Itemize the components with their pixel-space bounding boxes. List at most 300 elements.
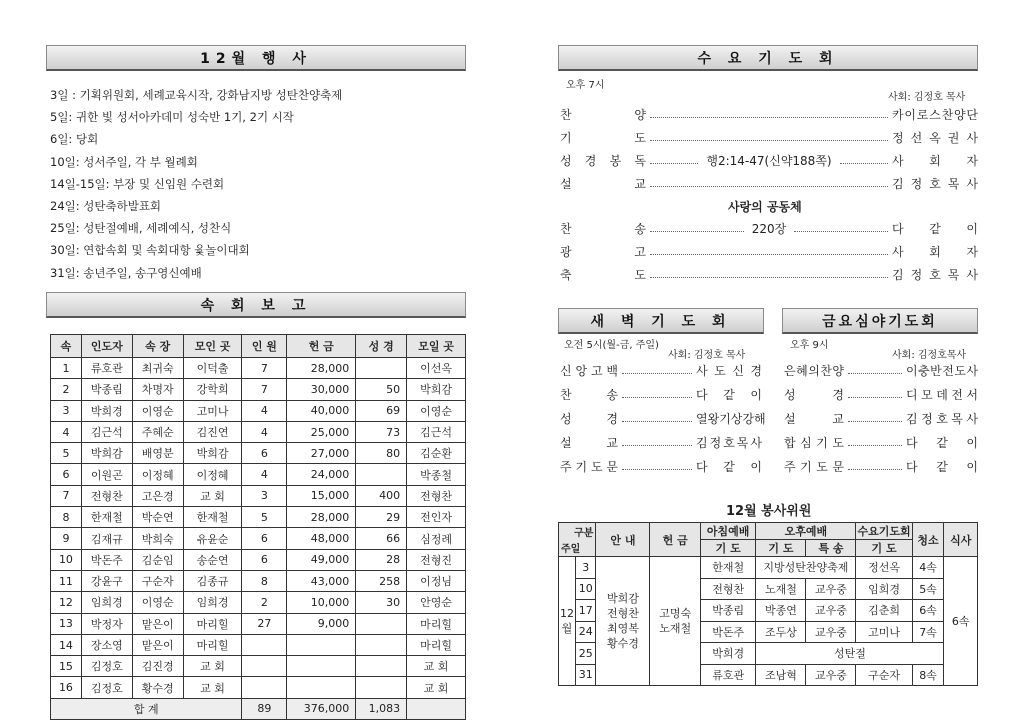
- events-banner: [46, 45, 466, 71]
- cell-group-number: 14: [51, 634, 82, 655]
- cell-bible: 258: [356, 570, 407, 591]
- dawn-order-label: [560, 434, 618, 451]
- volunteer-row: [559, 557, 978, 579]
- cell-meeting-place: 김종규: [183, 570, 242, 591]
- dawn-order-line: [560, 432, 762, 452]
- value-char: 반: [930, 363, 942, 378]
- special-song-cell: 교우중: [806, 664, 856, 686]
- cell-next-place: 김근석: [407, 421, 466, 442]
- value-char: 찬: [941, 107, 954, 122]
- dawn-order-label: [560, 410, 618, 427]
- label-char: 찬: [560, 221, 572, 236]
- value-char: 옥: [929, 130, 941, 145]
- cell-group-number: 4: [51, 421, 82, 442]
- cell-meeting-place: 마리힐: [183, 613, 242, 634]
- cell-leader: 한재철: [81, 507, 132, 528]
- cell-leader: 박돈주: [81, 549, 132, 570]
- cell-offering: [287, 656, 356, 677]
- event-item: 6일: 당회: [50, 132, 99, 147]
- meal-cell: 6속: [944, 557, 978, 686]
- friday-order-line: [784, 384, 978, 404]
- label-char: 문: [832, 459, 844, 474]
- cell-offering: 9,000: [287, 613, 356, 634]
- cell-attendance: 8: [242, 570, 287, 591]
- value-char: 사: [892, 153, 904, 168]
- cell-offering: 15,000: [287, 485, 356, 506]
- value-char: 김: [892, 267, 904, 282]
- value-char: 사: [892, 244, 904, 259]
- value-char: 로: [916, 107, 929, 122]
- day-cell: 24: [576, 621, 596, 643]
- friday-order-value: [906, 410, 978, 427]
- report-title: 속 회 보 고: [200, 297, 312, 314]
- cell-group-number: 15: [51, 656, 82, 677]
- value-char: 호: [929, 176, 941, 191]
- report-row: [51, 634, 466, 655]
- leader-dots: [622, 421, 692, 422]
- dawn-order-value: [696, 362, 762, 379]
- value-char: 단: [966, 107, 978, 122]
- cell-offering: 40,000: [287, 400, 356, 421]
- leader-dots: [650, 231, 744, 232]
- cell-bible: [356, 656, 407, 677]
- cell-meeting-place: 강학희: [183, 379, 242, 400]
- label-char: 성: [560, 411, 572, 426]
- cleaning-cell: 6속: [912, 600, 944, 622]
- value-char: 회: [929, 244, 941, 259]
- day-cell: 17: [576, 600, 596, 622]
- fellowship-order-line: [560, 241, 978, 261]
- cell-meeting-place: 박희감: [183, 443, 242, 464]
- cell-attendance: 4: [242, 400, 287, 421]
- report-row: [51, 400, 466, 421]
- event-item: 30일: 연합속회 및 속회대항 윷놀이대회: [50, 243, 250, 258]
- cell-group-head: 최귀숙: [132, 358, 183, 379]
- wednesday-order-value: [892, 129, 978, 146]
- cell-bible: 50: [356, 379, 407, 400]
- value-char: 도: [714, 363, 726, 378]
- label-char: 양: [634, 107, 646, 122]
- cell-next-place: 마리힐: [407, 634, 466, 655]
- leader-dots: [848, 421, 902, 422]
- wednesday-order-middle: 행2:14-47(신약188쪽): [706, 153, 832, 168]
- offering-name: 고명숙: [659, 607, 692, 620]
- leader-dots: [650, 140, 888, 141]
- total-bible: 1,083: [356, 698, 407, 719]
- wednesday-presider: 사회: 김정호 목사: [888, 92, 966, 103]
- friday-order-label: [784, 434, 844, 451]
- offering-cell: [650, 557, 701, 686]
- label-char: 앙: [575, 363, 588, 378]
- morning-prayer-cell: 박희경: [700, 643, 755, 665]
- value-char: 사: [966, 411, 978, 426]
- label-char: 도: [832, 435, 844, 450]
- cell-group-number: 8: [51, 507, 82, 528]
- cell-attendance: 4: [242, 464, 287, 485]
- value-char: 데: [936, 387, 948, 402]
- label-char: 경: [832, 387, 844, 402]
- label-char: 성: [784, 387, 796, 402]
- cell-offering: 49,000: [287, 549, 356, 570]
- label-char: 찬: [560, 107, 572, 122]
- dawn-presider: 사회: 김정호 목사: [668, 350, 746, 361]
- label-char: 은: [784, 363, 796, 378]
- sub-morning-prayer: 기 도: [700, 540, 755, 557]
- wednesday-prayer-cell: 김춘희: [856, 600, 912, 622]
- header-meal: 식사: [944, 523, 978, 557]
- label-char: 찬: [560, 387, 572, 402]
- value-char: 같: [723, 459, 735, 474]
- value-char: 다: [906, 459, 918, 474]
- value-char: 다: [892, 221, 904, 236]
- cell-bible: 29: [356, 507, 407, 528]
- value-char: 목: [947, 176, 960, 191]
- event-item: 14일-15일: 부장 및 신임원 수련회: [50, 176, 225, 191]
- cell-next-place: 박희감: [407, 379, 466, 400]
- cell-next-place: 전형찬: [407, 485, 466, 506]
- header-leader: 인도자: [81, 335, 132, 358]
- value-char: 다: [906, 435, 918, 450]
- cell-leader: 전형찬: [81, 485, 132, 506]
- fellowship-order-label: [560, 220, 646, 237]
- cell-leader: 김근석: [81, 421, 132, 442]
- wednesday-order-line: [560, 150, 978, 170]
- value-char: 열: [696, 411, 708, 426]
- leader-dots: [622, 445, 692, 446]
- value-char: 경: [750, 363, 762, 378]
- cell-meeting-place: 교 회: [183, 677, 242, 698]
- report-row: [51, 464, 466, 485]
- total-label: 합 계: [51, 698, 242, 719]
- wednesday-order-label: [560, 175, 646, 192]
- value-char: 이: [750, 387, 762, 402]
- cell-offering: 24,000: [287, 464, 356, 485]
- label-char: 봉: [609, 153, 622, 168]
- cell-group-number: 7: [51, 485, 82, 506]
- value-char: 김: [892, 176, 904, 191]
- cell-group-number: 10: [51, 549, 82, 570]
- guide-name: 황수경: [607, 637, 639, 650]
- cell-attendance: 6: [242, 549, 287, 570]
- friday-banner: [782, 308, 978, 334]
- leader-dots: [650, 254, 888, 255]
- cell-bible: [356, 464, 407, 485]
- cell-group-number: 9: [51, 528, 82, 549]
- cell-bible: [356, 677, 407, 698]
- offering-name: 노재철: [659, 622, 692, 635]
- leader-dots: [622, 397, 692, 398]
- cell-bible: [356, 613, 407, 634]
- events-list: [50, 84, 342, 284]
- value-char: 김: [696, 435, 708, 450]
- value-char: 사: [696, 363, 708, 378]
- value-char: 목: [947, 267, 960, 282]
- leader-dots: [848, 445, 902, 446]
- cell-group-head: 이정혜: [132, 464, 183, 485]
- cleaning-cell: 7속: [912, 621, 944, 643]
- morning-prayer-cell: 박종림: [700, 600, 755, 622]
- cell-group-head: 박순연: [132, 507, 183, 528]
- label-char: 기: [800, 459, 812, 474]
- day-cell: 10: [576, 578, 596, 600]
- volunteers-table: [558, 522, 978, 686]
- afternoon-prayer-cell: 조남혁: [756, 664, 806, 686]
- value-char: 이: [906, 363, 918, 378]
- cell-offering: [287, 677, 356, 698]
- value-char: 카: [892, 107, 904, 122]
- cell-bible: 80: [356, 443, 407, 464]
- cell-group-head: 차명자: [132, 379, 183, 400]
- report-row: [51, 358, 466, 379]
- label-char: 기: [816, 435, 828, 450]
- dawn-order-value: [696, 458, 762, 475]
- events-title: 12월 행 사: [200, 50, 312, 67]
- label-char: 기: [560, 130, 572, 145]
- fellowship-order-label: [560, 243, 646, 260]
- afternoon-cell: 지방성탄찬양축제: [756, 557, 856, 579]
- cell-group-head: 고은경: [132, 485, 183, 506]
- value-char: 모: [921, 387, 933, 402]
- cell-attendance: 5: [242, 507, 287, 528]
- cell-next-place: 이선옥: [407, 358, 466, 379]
- special-song-cell: 교우중: [806, 600, 856, 622]
- dawn-order-label: [560, 458, 618, 475]
- header-meeting-place: 모인 곳: [183, 335, 242, 358]
- label-char: 경: [584, 153, 597, 168]
- cell-leader: 박희감: [81, 443, 132, 464]
- cell-next-place: 교 회: [407, 677, 466, 698]
- fellowship-order-line: [560, 264, 978, 284]
- guide-cell: [596, 557, 650, 686]
- value-char: 이: [966, 459, 978, 474]
- cell-attendance: [242, 656, 287, 677]
- friday-order-label: [784, 458, 844, 475]
- total-offering: 376,000: [287, 698, 356, 719]
- header-attendance: 인 원: [242, 335, 287, 358]
- cell-meeting-place: 임희경: [183, 592, 242, 613]
- report-row: [51, 421, 466, 442]
- friday-order-label: [784, 362, 844, 379]
- dawn-order-line: [560, 408, 766, 428]
- label-char: 독: [634, 153, 646, 168]
- value-char: 김: [906, 411, 918, 426]
- value-char: 왕: [707, 411, 720, 426]
- value-char: 정: [709, 435, 722, 450]
- dawn-order-value: [696, 434, 762, 451]
- header-wednesday: 수요기도회: [856, 523, 912, 540]
- label-char: 도: [816, 459, 828, 474]
- cell-leader: 류호관: [81, 358, 132, 379]
- value-char: 호: [929, 267, 941, 282]
- cell-meeting-place: 마리힐: [183, 634, 242, 655]
- cell-offering: 10,000: [287, 592, 356, 613]
- leader-dots: [848, 397, 902, 398]
- label-char: 심: [800, 435, 812, 450]
- value-char: 자: [966, 153, 978, 168]
- dawn-order-line: [560, 360, 762, 380]
- cell-group-number: 16: [51, 677, 82, 698]
- cell-leader: 박정자: [81, 613, 132, 634]
- value-char: 호: [936, 411, 948, 426]
- cell-attendance: [242, 677, 287, 698]
- wednesday-order-line: [560, 127, 978, 147]
- day-cell: 3: [576, 557, 596, 579]
- cell-group-head: 배영분: [132, 443, 183, 464]
- value-char: 이: [966, 221, 978, 236]
- cell-group-head: 황수경: [132, 677, 183, 698]
- wednesday-banner: [558, 45, 978, 71]
- friday-time: 오후 9시: [790, 340, 829, 351]
- value-char: 이: [750, 459, 762, 474]
- value-char: 선: [910, 130, 923, 145]
- value-char: 해: [753, 411, 766, 426]
- value-char: 디: [906, 387, 918, 402]
- value-char: 신: [732, 363, 744, 378]
- report-row: [51, 592, 466, 613]
- label-char: 찬: [820, 363, 832, 378]
- value-char: 권: [947, 130, 960, 145]
- cell-bible: [356, 358, 407, 379]
- report-row: [51, 379, 466, 400]
- cell-bible: 30: [356, 592, 407, 613]
- special-song-cell: 교우중: [806, 621, 856, 643]
- dawn-title: 새 벽 기 도 회: [590, 313, 732, 330]
- header-offering: 헌 금: [287, 335, 356, 358]
- value-char: 호: [723, 435, 735, 450]
- cell-group-head: 맡은이: [132, 634, 183, 655]
- cell-next-place: 심정례: [407, 528, 466, 549]
- label-char: 설: [560, 176, 572, 191]
- cell-bible: 69: [356, 400, 407, 421]
- value-char: 스: [929, 107, 941, 122]
- report-row: [51, 549, 466, 570]
- cell-next-place: 박종철: [407, 464, 466, 485]
- wednesday-order-value: [892, 152, 978, 169]
- month-cell: [559, 557, 576, 686]
- afternoon-prayer-cell: 노재철: [756, 578, 806, 600]
- wednesday-time: 오후 7시: [566, 80, 605, 91]
- wednesday-prayer-cell: 정선옥: [856, 557, 912, 579]
- friday-order-value: [906, 362, 978, 379]
- total-attendance: 89: [242, 698, 287, 719]
- month-label: 12월: [560, 607, 574, 635]
- label-char: 문: [606, 459, 618, 474]
- christmas-cell: 성탄절: [756, 643, 944, 665]
- event-item: 24일: 성탄축하발표회: [50, 199, 162, 214]
- cell-next-place: 안영순: [407, 592, 466, 613]
- cell-attendance: [242, 634, 287, 655]
- cell-group-number: 3: [51, 400, 82, 421]
- header-vol-offering: 헌 금: [650, 523, 701, 557]
- value-char: 정: [892, 130, 904, 145]
- value-char: 사: [966, 267, 978, 282]
- cell-group-number: 11: [51, 570, 82, 591]
- fellowship-order-label: [560, 266, 646, 283]
- event-item: 25일: 성탄절예배, 세례예식, 성찬식: [50, 221, 232, 236]
- label-char: 성: [560, 153, 572, 168]
- header-group-number: 속: [51, 335, 82, 358]
- cell-offering: 48,000: [287, 528, 356, 549]
- cell-offering: 28,000: [287, 507, 356, 528]
- friday-order-value: [906, 434, 978, 451]
- fellowship-order-middle: 220장: [751, 221, 787, 236]
- cell-next-place: 이정님: [407, 570, 466, 591]
- value-char: 사: [750, 435, 762, 450]
- cell-attendance: 2: [242, 592, 287, 613]
- header-next-place: 모일 곳: [407, 335, 466, 358]
- header-cleaning: 청소: [912, 523, 944, 557]
- value-char: 충: [918, 363, 930, 378]
- leader-dots: [840, 163, 888, 164]
- cell-next-place: 마리힐: [407, 613, 466, 634]
- dawn-order-label: [560, 362, 618, 379]
- cell-meeting-place: 교 회: [183, 485, 242, 506]
- fellowship-order-value: [892, 243, 978, 260]
- value-char: 이: [904, 107, 916, 122]
- dawn-banner: [558, 308, 764, 334]
- cell-attendance: 6: [242, 528, 287, 549]
- dawn-order-value: [696, 386, 762, 403]
- value-char: 목: [736, 435, 749, 450]
- cell-attendance: 27: [242, 613, 287, 634]
- value-char: 회: [929, 153, 941, 168]
- event-item: 3일 : 기획위원회, 세례교육시작, 강화남지방 성탄찬양축제: [50, 88, 343, 102]
- value-char: 서: [966, 387, 978, 402]
- cell-offering: 25,000: [287, 421, 356, 442]
- value-char: 도: [954, 363, 966, 378]
- label-char: 혜: [796, 363, 808, 378]
- value-char: 기: [719, 411, 731, 426]
- friday-order-value: [906, 386, 978, 403]
- corner-bottom: 주일: [561, 544, 581, 555]
- fellowship-order-line: [560, 218, 978, 238]
- leader-dots: [650, 163, 698, 164]
- cell-leader: 김정호: [81, 677, 132, 698]
- friday-order-line: [784, 408, 978, 428]
- dawn-order-label: [560, 386, 618, 403]
- wednesday-prayer-cell: 임희경: [856, 578, 912, 600]
- cell-group-number: 12: [51, 592, 82, 613]
- friday-presider: 사회: 김정호목사: [892, 350, 967, 361]
- friday-order-line: [784, 456, 978, 476]
- dawn-order-line: [560, 456, 762, 476]
- wednesday-order-label: [560, 152, 646, 169]
- sub-special-song: 특 송: [806, 540, 856, 557]
- value-char: 같: [723, 387, 735, 402]
- wednesday-order-value: [892, 175, 978, 192]
- header-bible: 성 경: [356, 335, 407, 358]
- cell-attendance: 7: [242, 379, 287, 400]
- report-total-row: [51, 698, 466, 719]
- cell-group-head: 이영순: [132, 400, 183, 421]
- wednesday-title: 수 요 기 도 회: [697, 50, 839, 67]
- value-char: 다: [696, 459, 708, 474]
- cleaning-cell: 5속: [912, 578, 944, 600]
- cell-group-head: 김순임: [132, 549, 183, 570]
- cell-leader: 김재규: [81, 528, 132, 549]
- label-char: 교: [606, 435, 618, 450]
- wednesday-order-value: [892, 106, 978, 123]
- wednesday-order-line: [560, 173, 978, 193]
- cell-leader: 김정호: [81, 656, 132, 677]
- label-char: 설: [560, 435, 572, 450]
- morning-prayer-cell: 한재철: [700, 557, 755, 579]
- cell-meeting-place: 송순연: [183, 549, 242, 570]
- cell-next-place: 전형진: [407, 549, 466, 570]
- cell-group-head: 김진경: [132, 656, 183, 677]
- wednesday-order-label: [560, 106, 646, 123]
- cell-leader: 장소영: [81, 634, 132, 655]
